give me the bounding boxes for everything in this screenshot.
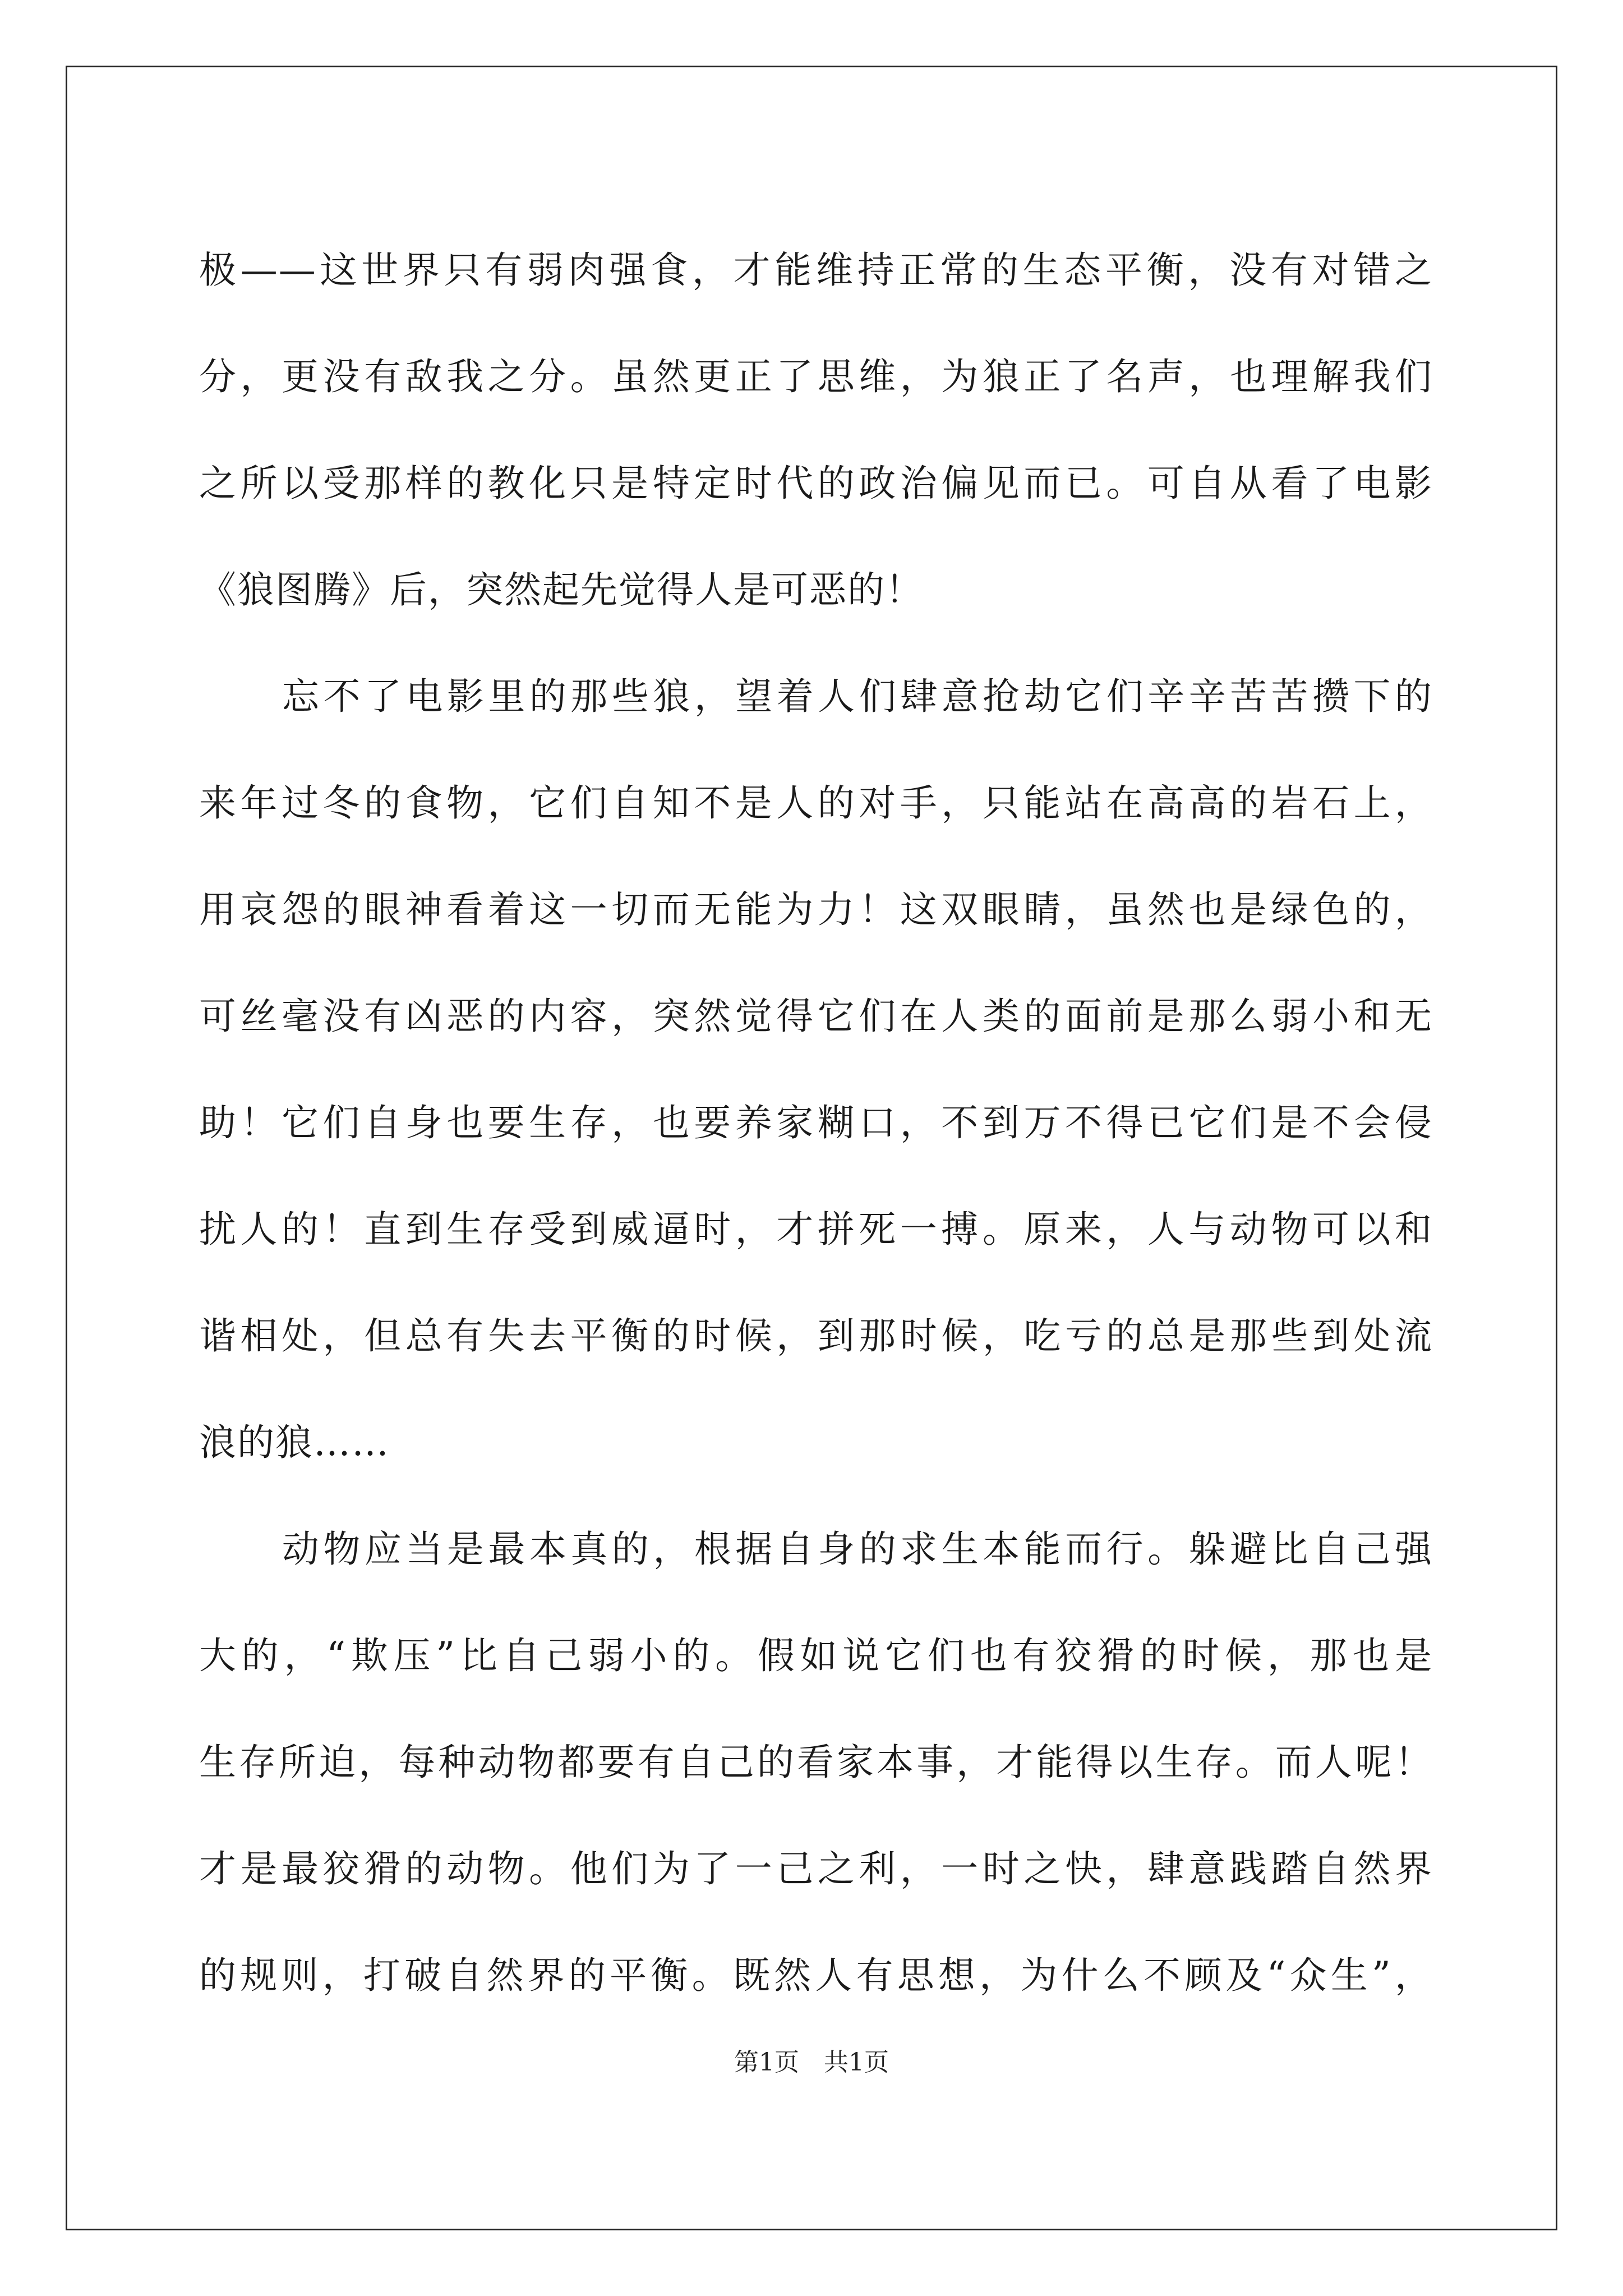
line-text: 《狼图腾》后，突然起先觉得人是可恶的！ [199,568,924,611]
text-line [199,1066,1433,1172]
line-text: 分，更没有敌我之分。虽然更正了思维，为狼正了名声，也理解我们 [199,355,1433,398]
line-text: 大的，“欺压”比自己弱小的。假如说它们也有狡猾的时候，那也是 [199,1634,1433,1677]
text-line [199,1812,1433,1918]
text-line [199,746,1433,853]
text-line [199,1918,1433,2025]
text-line [199,853,1433,959]
line-text: 才是最狡猾的动物。他们为了一己之利，一时之快，肆意践踏自然界 [199,1847,1433,1890]
line-text: 浪的狼…… [199,1420,390,1464]
line-text: 生存所迫，每种动物都要有自己的看家本事，才能得以生存。而人呢！ [199,1740,1433,1784]
line-text: 来年过冬的食物，它们自知不是人的对手，只能站在高高的岩石上， [199,781,1433,825]
text-line [199,320,1433,426]
text-line [199,1279,1433,1386]
line-text: 忘不了电影里的那些狼，望着人们肆意抢劫它们辛辛苦苦攒下的 [282,674,1433,718]
line-text: 极——这世界只有弱肉强食，才能维持正常的生态平衡，没有对错之 [199,248,1433,292]
line-text: 助！它们自身也要生存，也要养家糊口，不到万不得已它们是不会侵 [199,1101,1433,1144]
line-text: 之所以受那样的教化只是特定时代的政治偏见而已。可自从看了电影 [199,461,1433,505]
line-text: 用哀怨的眼神看着这一切而无能为力！这双眼睛，虽然也是绿色的， [199,887,1433,931]
text-line [199,1705,1433,1812]
line-text: 谐相处，但总有失去平衡的时候，到那时候，吃亏的总是那些到处流 [199,1314,1433,1358]
line-text: 扰人的！直到生存受到威逼时，才拼死一搏。原来，人与动物可以和 [199,1207,1433,1251]
line-text: 动物应当是最本真的，根据自身的求生本能而行。躲避比自己强 [282,1527,1433,1571]
line-text: 可丝毫没有凶恶的内容，突然觉得它们在人类的面前是那么弱小和无 [199,994,1433,1038]
page-number-label: 第1页 共1页 [734,2048,889,2077]
text-line [199,639,1433,746]
line-text: 的规则，打破自然界的平衡。既然人有思想，为什么不顾及“众生”， [199,1953,1433,1997]
text-line [199,426,1433,533]
text-line [199,1492,1433,1599]
text-line [199,959,1433,1066]
text-line [199,533,1433,639]
page-footer [0,2042,1623,2078]
document-body [199,213,1433,2025]
text-line [199,213,1433,320]
text-line [199,1172,1433,1279]
text-line [199,1386,1433,1492]
text-line [199,1599,1433,1705]
